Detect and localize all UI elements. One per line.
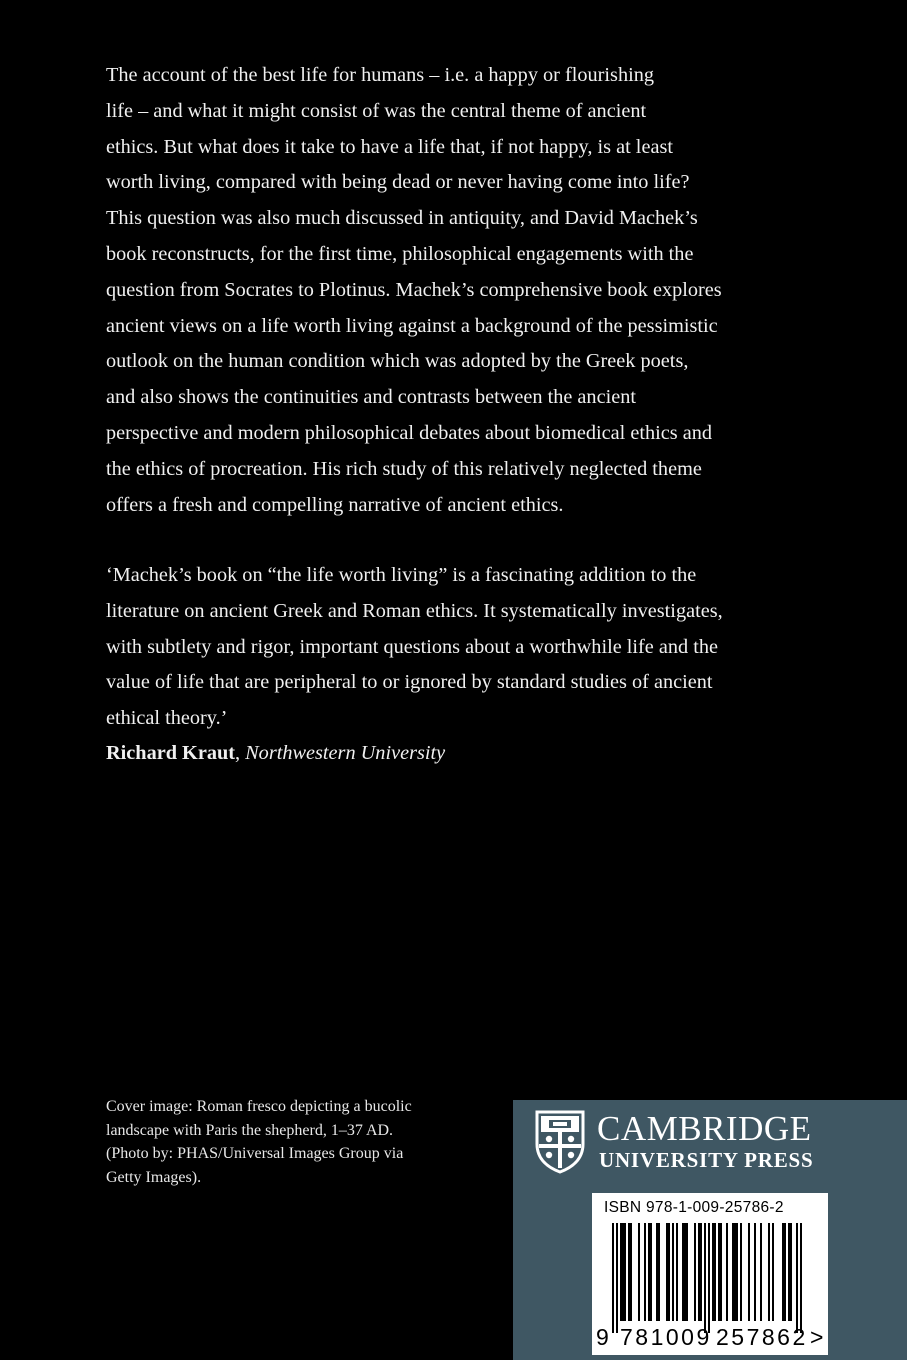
barcode-bar: [672, 1223, 674, 1321]
barcode-digit-group-left: 781009: [620, 1324, 712, 1350]
barcode-bar: [624, 1223, 626, 1321]
barcode-guard-bar: [704, 1223, 706, 1333]
barcode-bar: [788, 1223, 790, 1321]
blurb-line: ethics. But what does it take to have a life that, if not happy, is at least: [106, 135, 673, 158]
quote-attribution: [106, 736, 806, 772]
quote-line: value of life that are peripheral to or ignored by standard studies of ancient: [106, 671, 713, 694]
barcode-bar: [732, 1223, 734, 1321]
blurb-line: book reconstructs, for the first time, philosophical engagements with the: [106, 242, 694, 265]
barcode-bar: [668, 1223, 670, 1321]
blurb-line: This question was also much discussed in antiquity, and David Machek’s: [106, 207, 698, 230]
publisher-name: CAMBRIDGE: [597, 1109, 812, 1148]
credit-line: (Photo by: PHAS/Universal Images Group via: [106, 1145, 404, 1162]
cover-image-credit: [106, 1095, 506, 1189]
blurb-line: question from Socrates to Plotinus. Machek’s comprehensive book explores: [106, 278, 722, 301]
review-quote: [106, 558, 806, 737]
isbn-label: ISBN 978-1-009-25786-2: [604, 1199, 784, 1216]
publisher-subname: UNIVERSITY PRESS: [599, 1148, 814, 1172]
blurb-line: life – and what it might consist of was the central theme of ancient: [106, 99, 647, 122]
barcode-bar: [754, 1223, 756, 1321]
barcode-bar: [734, 1223, 736, 1321]
barcode-bar: [682, 1223, 684, 1321]
quote-author: Richard Kraut: [106, 742, 236, 764]
barcode-bar: [628, 1223, 630, 1321]
blurb-line: offers a fresh and compelling narrative of ancient ethics.: [106, 493, 564, 516]
barcode-bar: [760, 1223, 762, 1321]
barcode-guard-bar: [800, 1223, 802, 1333]
barcode-bar: [736, 1223, 738, 1321]
blurb-line: worth living, compared with being dead or never having come into life?: [106, 171, 690, 194]
barcode-bar: [714, 1223, 716, 1321]
barcode-bar: [772, 1223, 774, 1321]
barcode-bar: [666, 1223, 668, 1321]
barcode: [592, 1193, 828, 1355]
barcode-bar: [768, 1223, 770, 1321]
barcode-bar: [748, 1223, 750, 1321]
barcode-bar: [684, 1223, 686, 1321]
blurb-line: the ethics of procreation. His rich study of this relatively neglected theme: [106, 457, 702, 480]
barcode-bar: [620, 1223, 622, 1321]
barcode-bar: [622, 1223, 624, 1321]
barcode-bar: [720, 1223, 722, 1321]
cambridge-shield-icon: [535, 1110, 585, 1174]
attribution-separator: ,: [235, 742, 246, 764]
barcode-bar: [658, 1223, 660, 1321]
credit-line: landscape with Paris the shepherd, 1–37 AD.: [106, 1121, 394, 1139]
barcode-bar: [718, 1223, 720, 1321]
barcode-bar: [656, 1223, 658, 1321]
barcode-bar: [630, 1223, 632, 1321]
credit-line: Cover image: Roman fresco depicting a bucolic: [106, 1098, 412, 1115]
barcode-bar: [726, 1223, 728, 1321]
barcode-bar: [700, 1223, 702, 1321]
barcode-bar: [782, 1223, 784, 1321]
quote-line: ethical theory.’: [106, 707, 228, 730]
blurb-line: ancient views on a life worth living against a background of the pessimistic: [106, 314, 718, 337]
barcode-guard-bar: [708, 1223, 710, 1333]
barcode-digit-group-right: 257862: [716, 1324, 808, 1350]
barcode-guard-bar: [612, 1223, 614, 1333]
barcode-digits: [592, 1324, 828, 1352]
barcode-guard-bar: [796, 1223, 798, 1333]
barcode-bar: [638, 1223, 640, 1321]
barcode-bar: [648, 1223, 650, 1321]
barcode-bar: [694, 1223, 696, 1321]
blurb-line: outlook on the human condition which was adopted by the Greek poets,: [106, 350, 689, 373]
quote-affiliation: Northwestern University: [245, 742, 446, 764]
blurb-line: The account of the best life for humans – i.e. a happy or flourishing: [106, 64, 654, 86]
publisher-panel: [513, 1100, 907, 1360]
barcode-bar: [790, 1223, 792, 1321]
barcode-quiet-zone-mark: >: [810, 1324, 824, 1350]
barcode-bar: [740, 1223, 742, 1321]
barcode-bar: [676, 1223, 678, 1321]
quote-line: literature on ancient Greek and Roman ethics. It systematically investigates,: [106, 599, 723, 622]
quote-line: ‘Machek’s book on “the life worth living” is a fascinating addition to the: [106, 564, 697, 586]
barcode-bar: [698, 1223, 700, 1321]
quote-line: with subtlety and rigor, important questions about a worthwhile life and the: [106, 635, 719, 658]
barcode-digit-prefix: 9: [596, 1324, 609, 1350]
blurb-text: [106, 58, 806, 523]
barcode-bar: [650, 1223, 652, 1321]
barcode-bar: [712, 1223, 714, 1321]
barcode-guard-bar: [616, 1223, 618, 1333]
blurb-line: and also shows the continuities and contrasts between the ancient: [106, 386, 636, 409]
credit-line: Getty Images).: [106, 1168, 202, 1186]
blurb-line: perspective and modern philosophical debates about biomedical ethics and: [106, 421, 712, 444]
barcode-bar: [686, 1223, 688, 1321]
barcode-bar: [644, 1223, 646, 1321]
barcode-bar: [784, 1223, 786, 1321]
